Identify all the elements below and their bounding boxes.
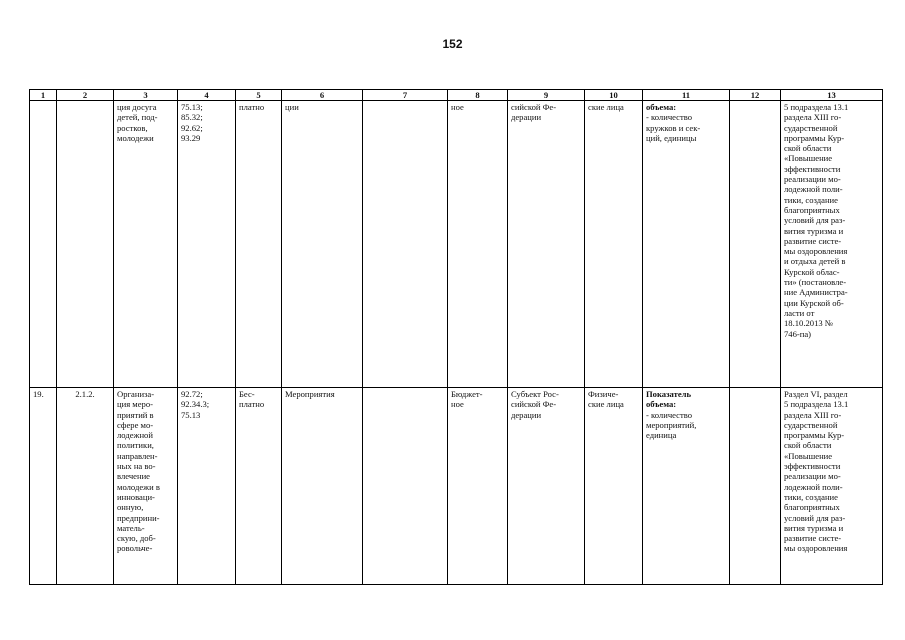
service-code: 2.1.2. (57, 388, 114, 585)
header-col-12: 12 (730, 90, 781, 101)
header-col-13: 13 (781, 90, 883, 101)
service-conditions (363, 388, 448, 585)
service-content: Мероприятия (282, 388, 363, 585)
header-col-3: 3 (114, 90, 178, 101)
header-col-8: 8 (448, 90, 508, 101)
service-name: Организа- ция меро- приятий в сфере мо- лодежной политики, направлен- ных на во- влечение молодежи в инноваци- онную, предприни- матель- скую, доб- ровольче- (114, 388, 178, 585)
header-col-1: 1 (30, 90, 57, 101)
payment-type: платно (236, 101, 282, 388)
legal-basis: Раздел VI, раздел 5 подраздела 13.1 раздела XIII го- сударственной программы Кур- ской области «Повышение эффективности реализации мо- лодежной поли- тики, создание благоприятных условий для раз- вития туризма и развитие систе- мы оздоровления (781, 388, 883, 585)
consumers: ские лица (585, 101, 643, 388)
indicator-title: Показатель объема: (646, 389, 692, 410)
indicators (643, 388, 730, 585)
indicators (643, 101, 730, 388)
header-col-6: 6 (282, 90, 363, 101)
page-number: 152 (442, 37, 463, 51)
header-col-11: 11 (643, 90, 730, 101)
header-col-7: 7 (363, 90, 448, 101)
row-number (30, 101, 57, 388)
services-register-table (29, 89, 883, 585)
row-number: 19. (30, 388, 57, 585)
indicator-title: объема: (646, 102, 677, 112)
service-content: ции (282, 101, 363, 388)
service-code (57, 101, 114, 388)
indicator-detail: - количество мероприятий, единица (646, 409, 697, 441)
header-col-10: 10 (585, 90, 643, 101)
consumers: Физиче- ские лица (585, 388, 643, 585)
service-conditions (363, 101, 448, 388)
institution-type: Бюджет- ное (448, 388, 508, 585)
legal-basis: 5 подраздела 13.1 раздела XIII го- сударственной программы Кур- ской области «Повышение эффективности реализации мо- лодежной поли- тики, создание благоприятных условий для раз- вития туризма и развитие систе- мы оздоровления и отдыха детей в Курской облас- ти» (постановле- ние Администра- ции Курской об- ласти от 18.10.2013 № 746-па) (781, 101, 883, 388)
header-col-9: 9 (508, 90, 585, 101)
work-type (730, 388, 781, 585)
work-type (730, 101, 781, 388)
institution-type: ное (448, 101, 508, 388)
header-col-5: 5 (236, 90, 282, 101)
header-col-4: 4 (178, 90, 236, 101)
table-row (30, 101, 883, 388)
okved-codes: 92.72; 92.34.3; 75.13 (178, 388, 236, 585)
table-row (30, 388, 883, 585)
header-col-2: 2 (57, 90, 114, 101)
header-row (30, 90, 883, 101)
payment-type: Бес- платно (236, 388, 282, 585)
authority: сийской Фе- дерации (508, 101, 585, 388)
okved-codes: 75.13; 85.32; 92.62; 93.29 (178, 101, 236, 388)
indicator-detail: - количество кружков и сек- ций, единицы (646, 112, 701, 143)
service-name: ция досуга детей, под- ростков, молодежи (114, 101, 178, 388)
authority: Субъект Рос- сийской Фе- дерации (508, 388, 585, 585)
